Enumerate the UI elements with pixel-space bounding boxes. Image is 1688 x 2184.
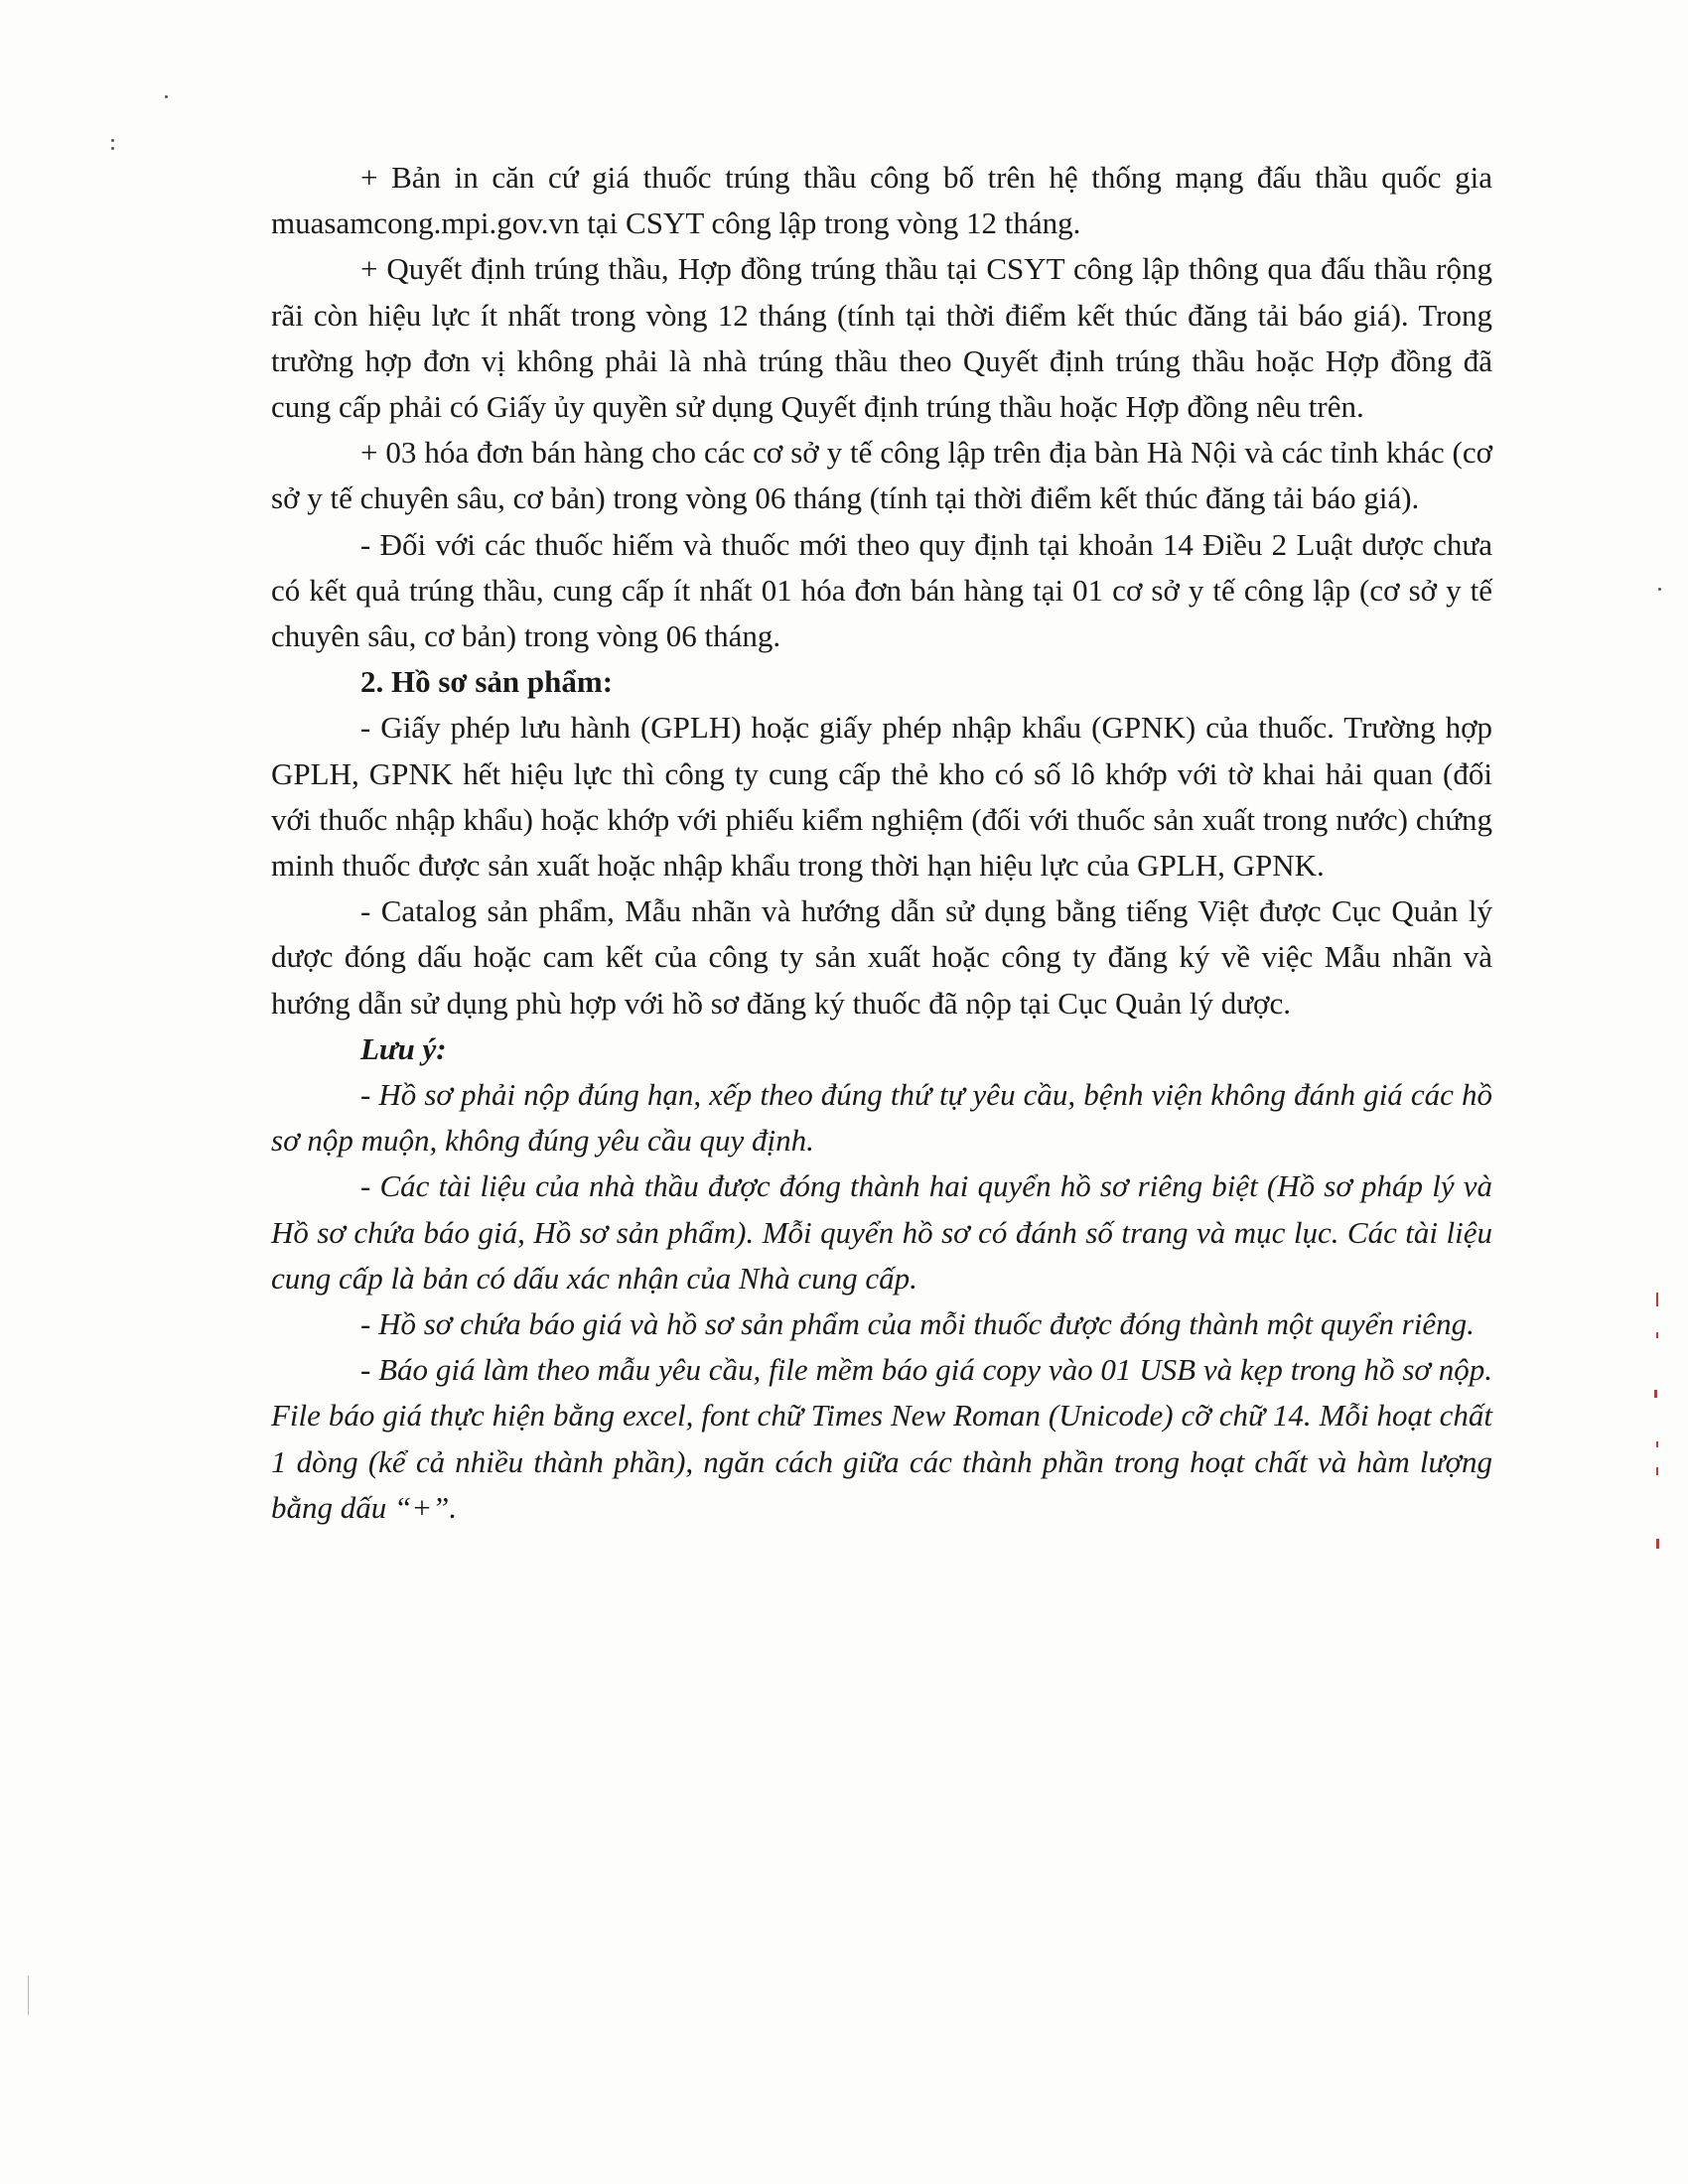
note-paragraph: - Hồ sơ phải nộp đúng hạn, xếp theo đúng thứ tự yêu cầu, bệnh viện không đánh giá các hồ sơ nộp muộn, không đúng yêu cầu quy định. [271,1077,1492,1159]
note-paragraph: - Báo giá làm theo mẫu yêu cầu, file mềm báo giá copy vào 01 USB và kẹp trong hồ sơ nộp. File báo giá thực hiện bằng excel, font chữ Times New Roman (Unicode) cỡ chữ 14. Mỗi hoạt chất 1 dòng (kể cả nhiều thành phần), ngăn cách giữa các thành phần trong hoạt chất và hàm lượng bằng dấu “+”. [271,1352,1492,1525]
document-body [271,155,1492,1531]
paragraph: + 03 hóa đơn bán hàng cho các cơ sở y tế công lập trên địa bàn Hà Nội và các tỉnh khác (cơ sở y tế chuyên sâu, cơ bản) trong vòng 06 tháng (tính tại thời điểm kết thúc đăng tải báo giá). [271,435,1492,516]
scan-speck [1656,1539,1659,1549]
note-paragraph: - Các tài liệu của nhà thầu được đóng thành hai quyển hồ sơ riêng biệt (Hồ sơ pháp lý và Hồ sơ chứa báo giá, Hồ sơ sản phẩm). Mỗi quyển hồ sơ có đánh số trang và mục lục. Các tài liệu cung cấp là bản có dấu xác nhận của Nhà cung cấp. [271,1168,1492,1296]
paragraph: - Đối với các thuốc hiếm và thuốc mới theo quy định tại khoản 14 Điều 2 Luật dược chưa có kết quả trúng thầu, cung cấp ít nhất 01 hóa đơn bán hàng tại 01 cơ sở y tế công lập (cơ sở y tế chuyên sâu, cơ bản) trong vòng 06 tháng. [271,526,1492,654]
scan-speck [1656,1293,1658,1306]
paragraph: - Giấy phép lưu hành (GPLH) hoặc giấy phép nhập khẩu (GPNK) của thuốc. Trường hợp GPLH, GPNK hết hiệu lực thì công ty cung cấp thẻ kho có số lô khớp với tờ khai hải quan (đối với thuốc nhập khẩu) hoặc khớp với phiếu kiểm nghiệm (đối với thuốc sản xuất trong nước) chứng minh thuốc được sản xuất hoặc nhập khẩu trong thời hạn hiệu lực của GPLH, GPNK. [271,710,1492,884]
scan-speck [111,139,114,142]
scan-speck [1656,1441,1658,1447]
paragraph: - Catalog sản phẩm, Mẫu nhãn và hướng dẫn sử dụng bằng tiếng Việt được Cục Quản lý dược đóng dấu hoặc cam kết của công ty sản xuất hoặc công ty đăng ký về việc Mẫu nhãn và hướng dẫn sử dụng phù hợp với hồ sơ đăng ký thuốc đã nộp tại Cục Quản lý dược. [271,893,1492,1021]
paragraph: + Quyết định trúng thầu, Hợp đồng trúng thầu tại CSYT công lập thông qua đấu thầu rộng rãi còn hiệu lực ít nhất trong vòng 12 tháng (tính tại thời điểm kết thúc đăng tải báo giá). Trong trường hợp đơn vị không phải là nhà trúng thầu theo Quyết định trúng thầu hoặc Hợp đồng đã cung cấp phải có Giấy ủy quyền sử dụng Quyết định trúng thầu hoặc Hợp đồng nêu trên. [271,251,1492,425]
scan-speck [1656,1332,1658,1338]
section-heading: 2. Hồ sơ sản phẩm: [360,664,614,700]
scan-speck [28,1976,29,2015]
scan-speck [165,95,168,98]
scan-speck [111,147,114,150]
scan-speck [1658,588,1661,591]
paragraph: + Bản in căn cứ giá thuốc trúng thầu công bố trên hệ thống mạng đấu thầu quốc gia muasamcong.mpi.gov.vn tại CSYT công lập trong vòng 12 tháng. [271,160,1492,241]
scan-speck [1654,1390,1657,1398]
scan-speck [1656,1467,1658,1475]
note-paragraph: - Hồ sơ chứa báo giá và hồ sơ sản phẩm của mỗi thuốc được đóng thành một quyển riêng. [360,1306,1475,1342]
note-heading: Lưu ý: [360,1030,447,1066]
